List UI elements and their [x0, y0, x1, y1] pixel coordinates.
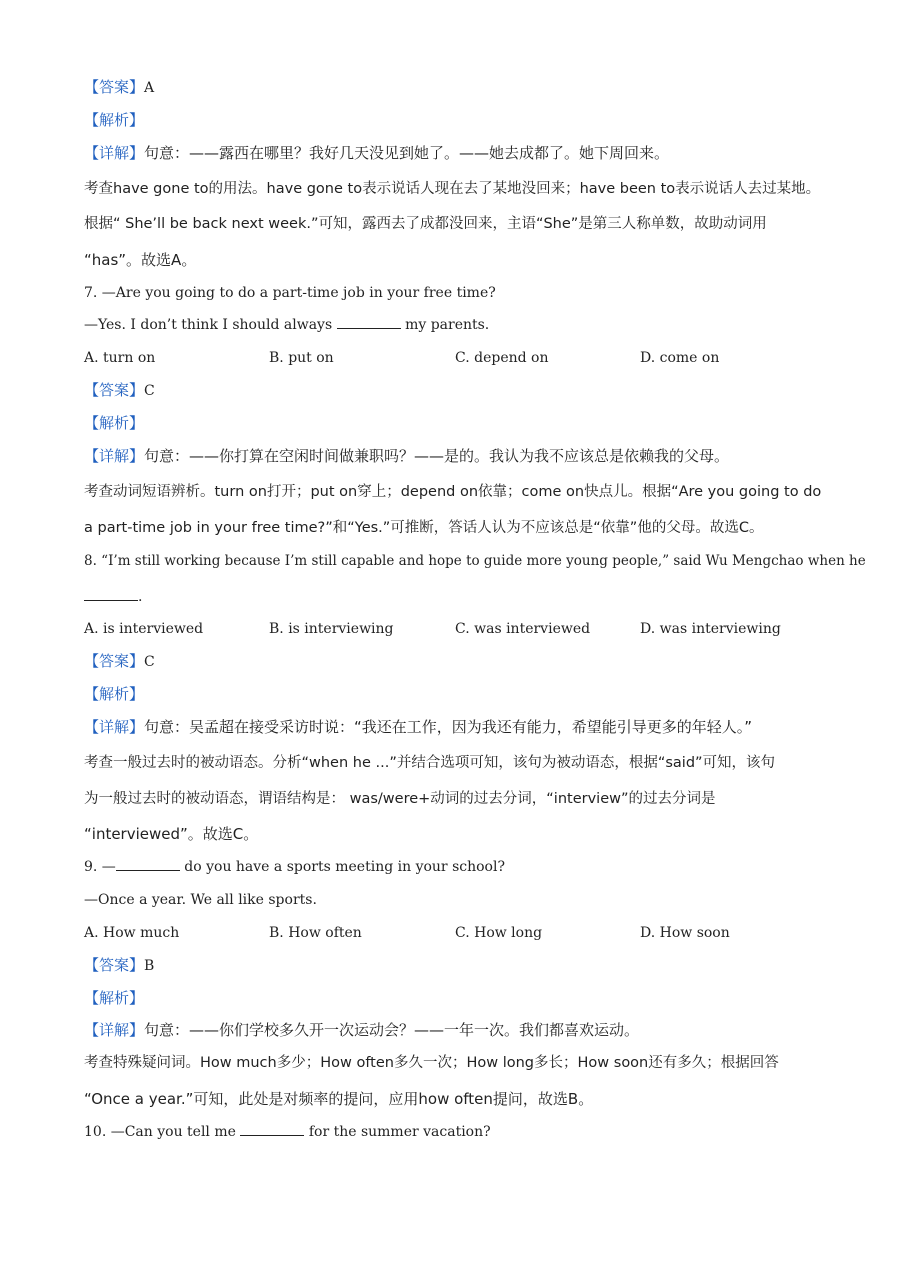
option-d: D. How soon	[640, 925, 730, 941]
analysis-heading: 【解析】	[84, 989, 145, 1007]
option-a: A. is interviewed	[84, 621, 204, 637]
option-c: C. depend on	[455, 350, 549, 366]
explanation-line: 考查一般过去时的被动语态。分析“when he ...”并结合选项可知，该句为被动语态，根据“said”可知，该句	[84, 755, 776, 771]
detail-line: 【详解】句意：吴孟超在接受采访时说：“我还在工作，因为我还有能力，希望能引导更多的年轻人。”	[84, 718, 753, 736]
explanation-line: “Once a year.”可知，此处是对频率的提问，应用how often提问，故选B。	[84, 1090, 594, 1108]
explanation-line: 根据“ She’ll be back next week.”可知，露西去了成都没回来，主语“She”是第三人称单数，故助动词用	[84, 216, 767, 232]
question-8-line2: .	[84, 588, 142, 606]
explanation-line: “interviewed”。故选C。	[84, 825, 259, 843]
option-b: B. How often	[269, 925, 362, 941]
question-7-stem: 7. —Are you going to do a part-time job in your free time?	[84, 285, 496, 301]
explanation-line: 考查特殊疑问词。How much多少；How often多久一次；How long多长；How soon还有多久；根据回答	[84, 1055, 779, 1071]
explanation-line: 为一般过去时的被动语态，谓语结构是： was/were+动词的过去分词，“interview”的过去分词是	[84, 791, 716, 807]
option-a: A. turn on	[84, 350, 156, 366]
question-8-stem: 8. “I’m still working because I’m still capable and hope to guide more young people,” said Wu Mengchao when he	[84, 553, 866, 569]
answer-blank	[116, 858, 180, 871]
answer-line: 【答案】B	[84, 956, 155, 974]
analysis-heading: 【解析】	[84, 685, 145, 703]
option-c: C. was interviewed	[455, 621, 591, 637]
option-d: D. come on	[640, 350, 720, 366]
question-9-line2: —Once a year. We all like sports.	[84, 892, 317, 908]
explanation-line: a part-time job in your free time?”和“Yes.”可推断，答话人认为不应该总是“依靠”他的父母。故选C。	[84, 520, 764, 536]
explanation-line: “has”。故选A。	[84, 251, 197, 269]
answer-line: 【答案】C	[84, 381, 155, 399]
analysis-heading: 【解析】	[84, 414, 145, 432]
option-c: C. How long	[455, 925, 543, 941]
question-10-stem: 10. —Can you tell me for the summer vacation?	[84, 1124, 491, 1140]
detail-line: 【详解】句意：——露西在哪里？我好几天没见到她了。——她去成都了。她下周回来。	[84, 144, 670, 162]
option-b: B. is interviewing	[269, 621, 394, 637]
answer-line: 【答案】A	[84, 78, 155, 96]
option-d: D. was interviewing	[640, 621, 781, 637]
question-7-line2: —Yes. I don’t think I should always my parents.	[84, 317, 490, 333]
option-b: B. put on	[269, 350, 334, 366]
explanation-line: 考查动词短语辨析。turn on打开；put on穿上；depend on依靠；come on快点儿。根据“Are you going to do	[84, 484, 822, 500]
detail-line: 【详解】句意：——你们学校多久开一次运动会？——一年一次。我们都喜欢运动。	[84, 1021, 640, 1039]
question-9-stem: 9. — do you have a sports meeting in your school?	[84, 859, 505, 875]
option-a: A. How much	[84, 925, 180, 941]
analysis-heading: 【解析】	[84, 111, 145, 129]
answer-blank	[84, 588, 138, 601]
detail-line: 【详解】句意：——你打算在空闲时间做兼职吗？——是的。我认为我不应该总是依赖我的父母。	[84, 447, 730, 465]
answer-blank	[240, 1123, 304, 1136]
answer-blank	[337, 316, 401, 329]
answer-line: 【答案】C	[84, 652, 155, 670]
explanation-line: 考查have gone to的用法。have gone to表示说话人现在去了某地没回来；have been to表示说话人去过某地。	[84, 181, 821, 197]
